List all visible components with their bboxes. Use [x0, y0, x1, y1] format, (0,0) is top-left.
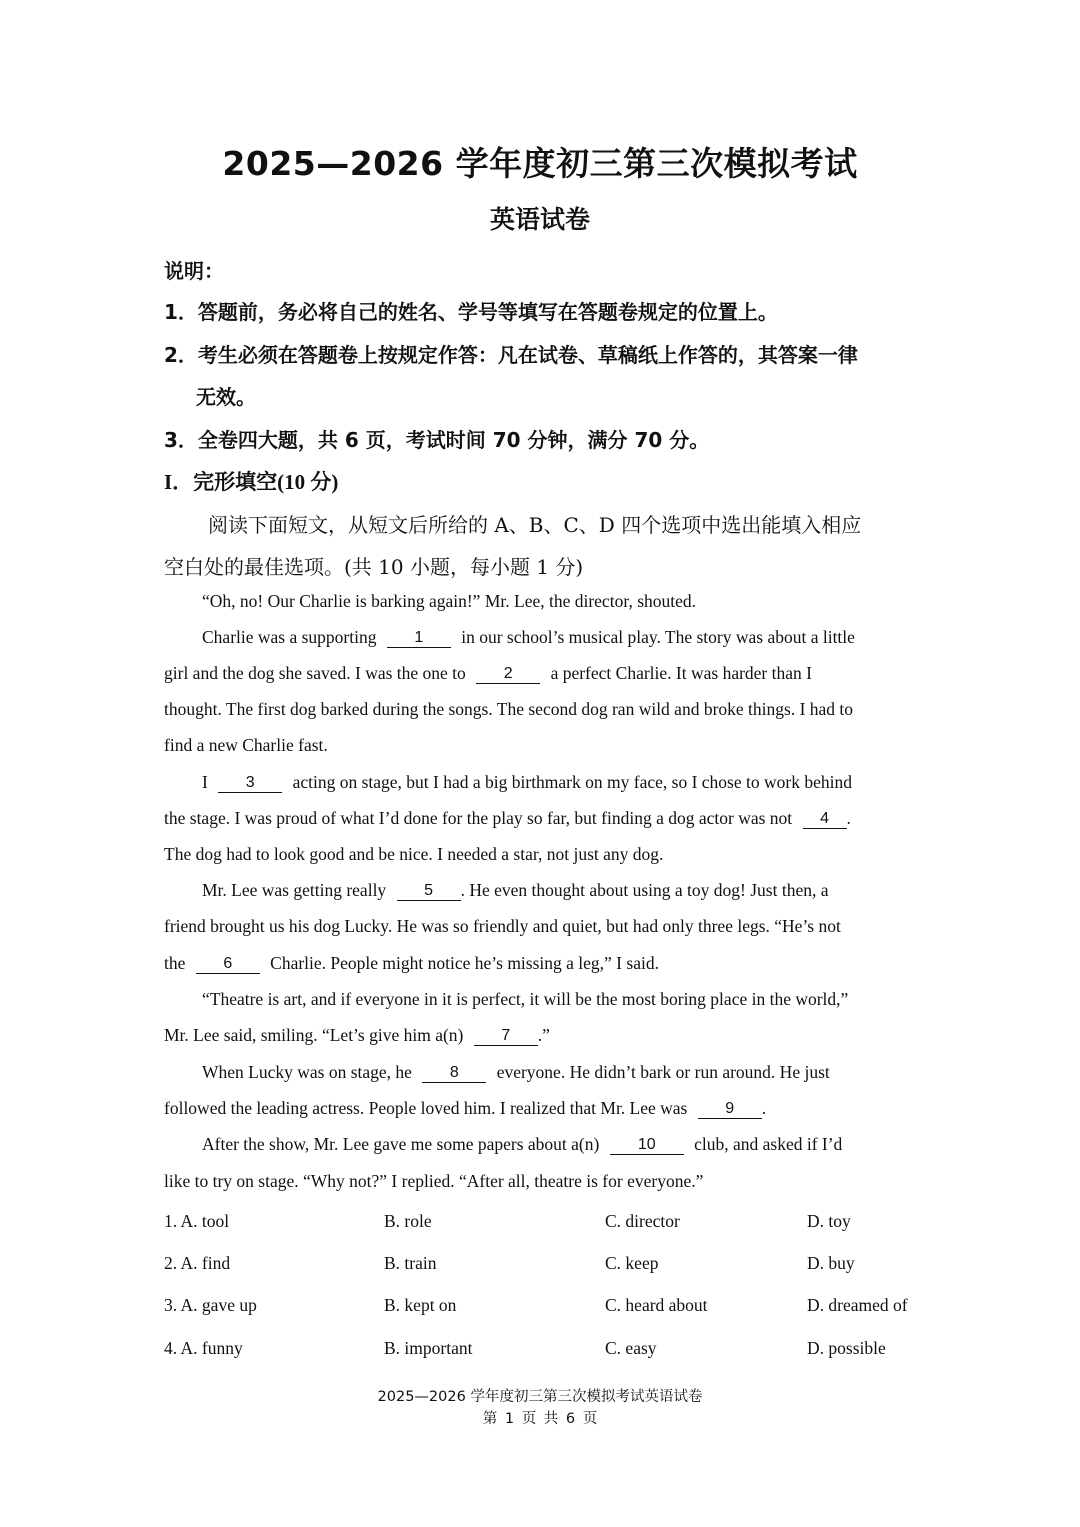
- passage-text: the stage. I was proud of what I’d done for the play so far, but finding a dog actor was not: [164, 808, 793, 828]
- blank-1: 1: [387, 630, 451, 648]
- passage-text: .: [846, 808, 851, 828]
- instructions-label: 说明：: [164, 259, 224, 283]
- option-2-c: C. keep: [605, 1253, 659, 1273]
- option-2-a: 2. A. find: [164, 1253, 231, 1273]
- passage-text: .: [761, 1098, 767, 1118]
- passage-text: a perfect Charlie. It was harder than I: [550, 663, 812, 683]
- page-number: 第 1 页 共 6 页: [482, 1411, 598, 1427]
- section-directions-line-1: 阅读下面短文，从短文后所给的 A、B、C、D 四个选项中选出能填入相应: [208, 513, 862, 537]
- passage-line: find a new Charlie fast.: [164, 735, 328, 755]
- instruction-item-2-continued: 无效。: [196, 385, 256, 409]
- blank-9: 9: [698, 1101, 762, 1119]
- option-3-c: C. heard about: [605, 1295, 708, 1315]
- blank-2: 2: [476, 666, 540, 684]
- option-4-b: B. important: [384, 1338, 473, 1358]
- passage-line: [164, 663, 924, 684]
- passage-text: the: [164, 953, 186, 973]
- passage-text: . He even thought about using a toy dog! Just then, a: [460, 880, 829, 900]
- passage-line: [202, 1062, 962, 1083]
- option-4-c: C. easy: [605, 1338, 657, 1358]
- passage-line: [164, 953, 924, 974]
- passage-text: .”: [537, 1025, 550, 1045]
- passage-line: “Theatre is art, and if everyone in it is perfect, it will be the most boring place in the world,”: [202, 989, 849, 1009]
- passage-line: [202, 880, 962, 901]
- passage-line: like to try on stage. “Why not?” I replied. “After all, theatre is for everyone.”: [164, 1171, 704, 1191]
- instruction-item-2: 2．考生必须在答题卷上按规定作答：凡在试卷、草稿纸上作答的，其答案一律: [164, 343, 858, 367]
- passage-text: everyone. He didn’t bark or run around. He just: [496, 1062, 830, 1082]
- passage-text: followed the leading actress. People loved him. I realized that Mr. Lee was: [164, 1098, 688, 1118]
- option-3-a: 3. A. gave up: [164, 1295, 257, 1315]
- passage-text: in our school’s musical play. The story was about a little: [461, 627, 855, 647]
- section-directions-line-2: 空白处的最佳选项。(共 10 小题，每小题 1 分): [164, 555, 584, 579]
- option-1-b: B. role: [384, 1211, 432, 1231]
- option-1-c: C. director: [605, 1211, 680, 1231]
- option-2-b: B. train: [384, 1253, 437, 1273]
- passage-text: Charlie. People might notice he’s missing a leg,” I said.: [270, 953, 659, 973]
- passage-text: acting on stage, but I had a big birthmark on my face, so I chose to work behind: [292, 772, 852, 792]
- blank-6: 6: [196, 956, 260, 974]
- blank-5: 5: [397, 883, 461, 901]
- passage-line: “Oh, no! Our Charlie is barking again!” Mr. Lee, the director, shouted.: [202, 591, 697, 611]
- section-heading: I．完形填空(10 分): [164, 470, 339, 494]
- passage-line: The dog had to look good and be nice. I needed a star, not just any dog.: [164, 844, 664, 864]
- instruction-item-1: 1．答题前，务必将自己的姓名、学号等填写在答题卷规定的位置上。: [164, 300, 778, 324]
- blank-8: 8: [422, 1065, 486, 1083]
- passage-text: girl and the dog she saved. I was the one to: [164, 663, 466, 683]
- passage-text: Mr. Lee said, smiling. “Let’s give him a(n): [164, 1025, 464, 1045]
- option-1-a: 1. A. tool: [164, 1211, 230, 1231]
- passage-line: [202, 772, 962, 793]
- option-3-d: D. dreamed of: [807, 1295, 908, 1315]
- passage-text: club, and asked if I’d: [694, 1134, 843, 1154]
- page-subtitle: 英语试卷: [489, 205, 590, 234]
- instruction-item-3: 3．全卷四大题，共 6 页，考试时间 70 分钟，满分 70 分。: [164, 428, 710, 452]
- passage-line: friend brought us his dog Lucky. He was so friendly and quiet, but had only three legs. “He’s not: [164, 916, 841, 936]
- blank-7: 7: [474, 1028, 538, 1046]
- passage-text: I: [202, 772, 208, 792]
- passage-text: Mr. Lee was getting really: [202, 880, 387, 900]
- option-4-d: D. possible: [807, 1338, 886, 1358]
- option-4-a: 4. A. funny: [164, 1338, 243, 1358]
- passage-text: When Lucky was on stage, he: [202, 1062, 412, 1082]
- passage-line: [202, 627, 962, 648]
- page-footer-title: 2025—2026 学年度初三第三次模拟考试英语试卷: [377, 1389, 703, 1405]
- blank-3: 3: [218, 775, 282, 793]
- option-1-d: D. toy: [807, 1211, 851, 1231]
- passage-line: [202, 1134, 962, 1155]
- passage-line: [164, 1025, 924, 1046]
- passage-line: [164, 1098, 924, 1119]
- blank-4: 4: [803, 811, 847, 829]
- option-3-b: B. kept on: [384, 1295, 457, 1315]
- blank-10: 10: [610, 1137, 684, 1155]
- passage-text: After the show, Mr. Lee gave me some papers about a(n): [202, 1134, 600, 1154]
- passage-line: thought. The first dog barked during the songs. The second dog ran wild and broke things. I had to: [164, 699, 854, 719]
- option-2-d: D. buy: [807, 1253, 855, 1273]
- page-title: 2025—2026 学年度初三第三次模拟考试: [222, 144, 858, 183]
- passage-text: Charlie was a supporting: [202, 627, 377, 647]
- passage-line: [164, 808, 924, 829]
